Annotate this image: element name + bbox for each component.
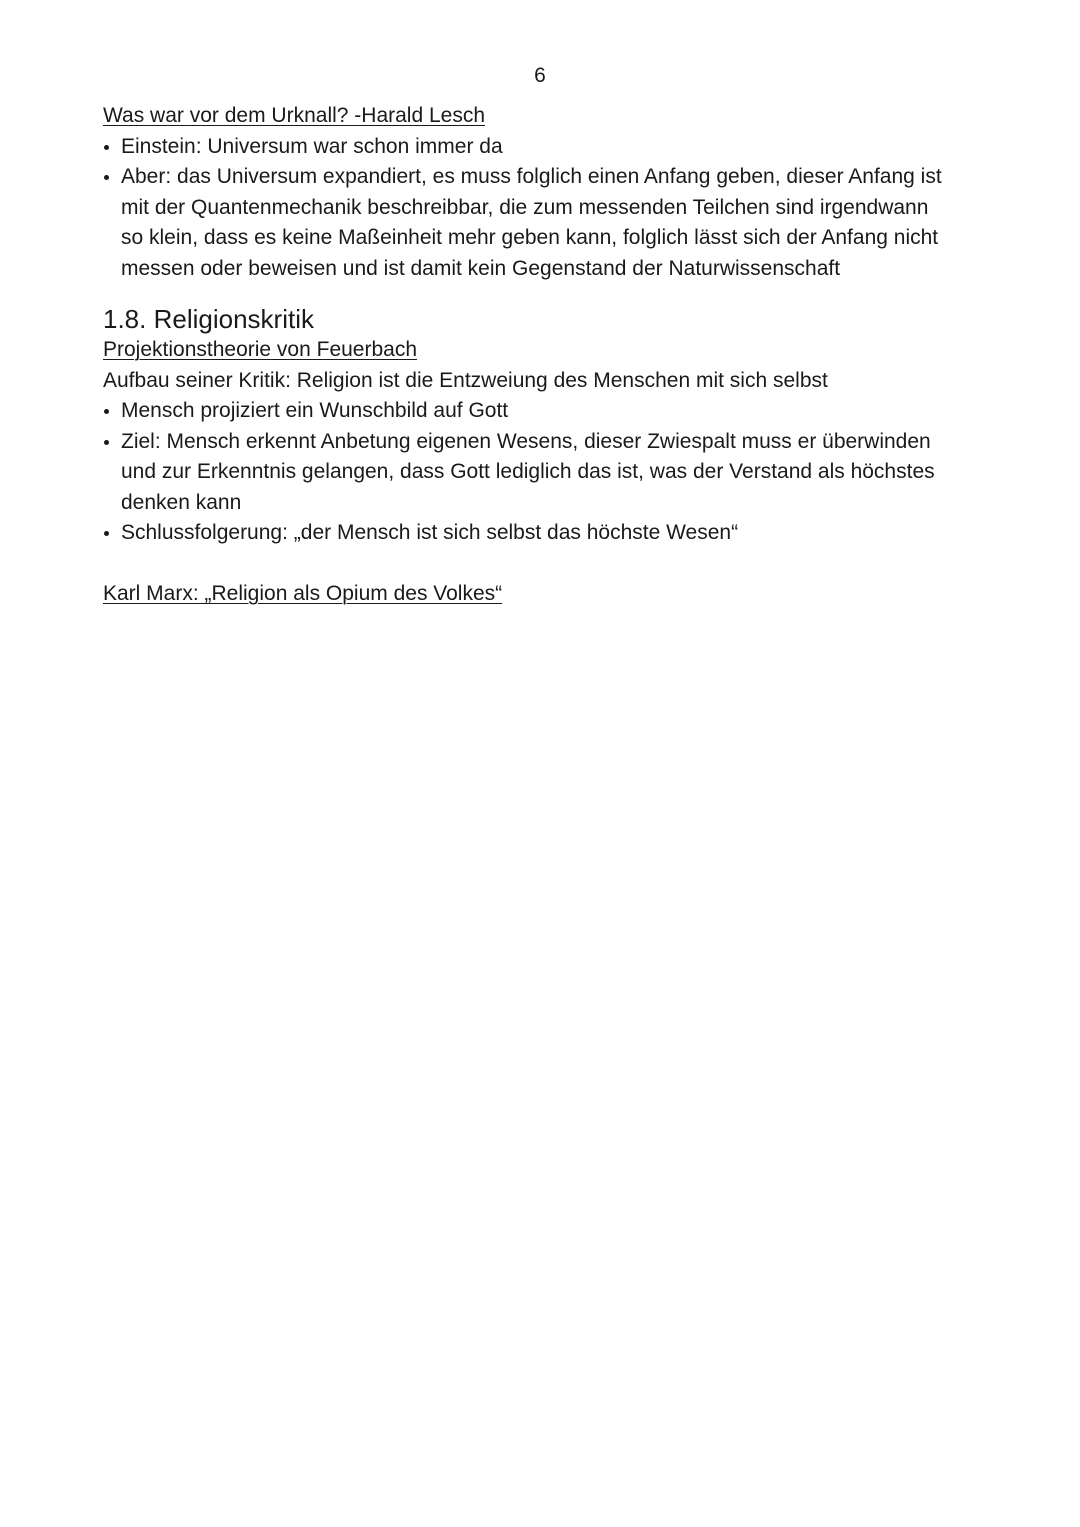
list-item-line: Aber: das Universum expandiert, es muss folglich einen Anfang geben, dieser Anfang ist <box>121 165 942 188</box>
subsection-title-marx: Karl Marx: „Religion als Opium des Volkes“ <box>103 581 503 605</box>
feuerbach-bullet-list <box>103 396 983 549</box>
list-item-line: mit der Quantenmechanik beschreibbar, die zum messenden Teilchen sind irgendwann <box>121 195 929 219</box>
subsection-title-feuerbach: Projektionstheorie von Feuerbach <box>103 338 418 361</box>
list-item <box>103 162 983 284</box>
list-item <box>103 396 983 427</box>
list-item-line: Einstein: Universum war schon immer da <box>121 134 503 158</box>
feuerbach-intro: Aufbau seiner Kritik: Religion ist die Entzweiung des Menschen mit sich selbst <box>103 368 828 392</box>
list-item-line: messen oder beweisen und ist damit kein Gegenstand der Naturwissenschaft <box>121 256 841 280</box>
list-item <box>103 132 983 163</box>
page-content <box>103 101 983 609</box>
list-item-line: denken kann <box>121 490 242 514</box>
list-item-line: so klein, dass es keine Maßeinheit mehr geben kann, folglich lässt sich der Anfang nicht <box>121 226 939 249</box>
list-item-line: und zur Erkenntnis gelangen, dass Gott lediglich das ist, was der Verstand als höchstes <box>121 460 935 483</box>
list-item-line: Ziel: Mensch erkennt Anbetung eigenen Wesens, dieser Zwiespalt muss er überwinden <box>121 429 931 453</box>
section-heading-religionskritik: 1.8. Religionskritik <box>103 304 314 334</box>
section-title-urknall: Was war vor dem Urknall? -Harald Lesch <box>103 104 486 127</box>
list-item-line: Mensch projiziert ein Wunschbild auf Gott <box>121 399 509 422</box>
urknall-bullet-list <box>103 132 983 285</box>
page-number: 6 <box>534 64 546 87</box>
list-item <box>103 518 983 549</box>
spacer <box>103 549 983 579</box>
list-item-line: Schlussfolgerung: „der Mensch ist sich selbst das höchste Wesen“ <box>121 521 739 544</box>
list-item <box>103 427 983 519</box>
